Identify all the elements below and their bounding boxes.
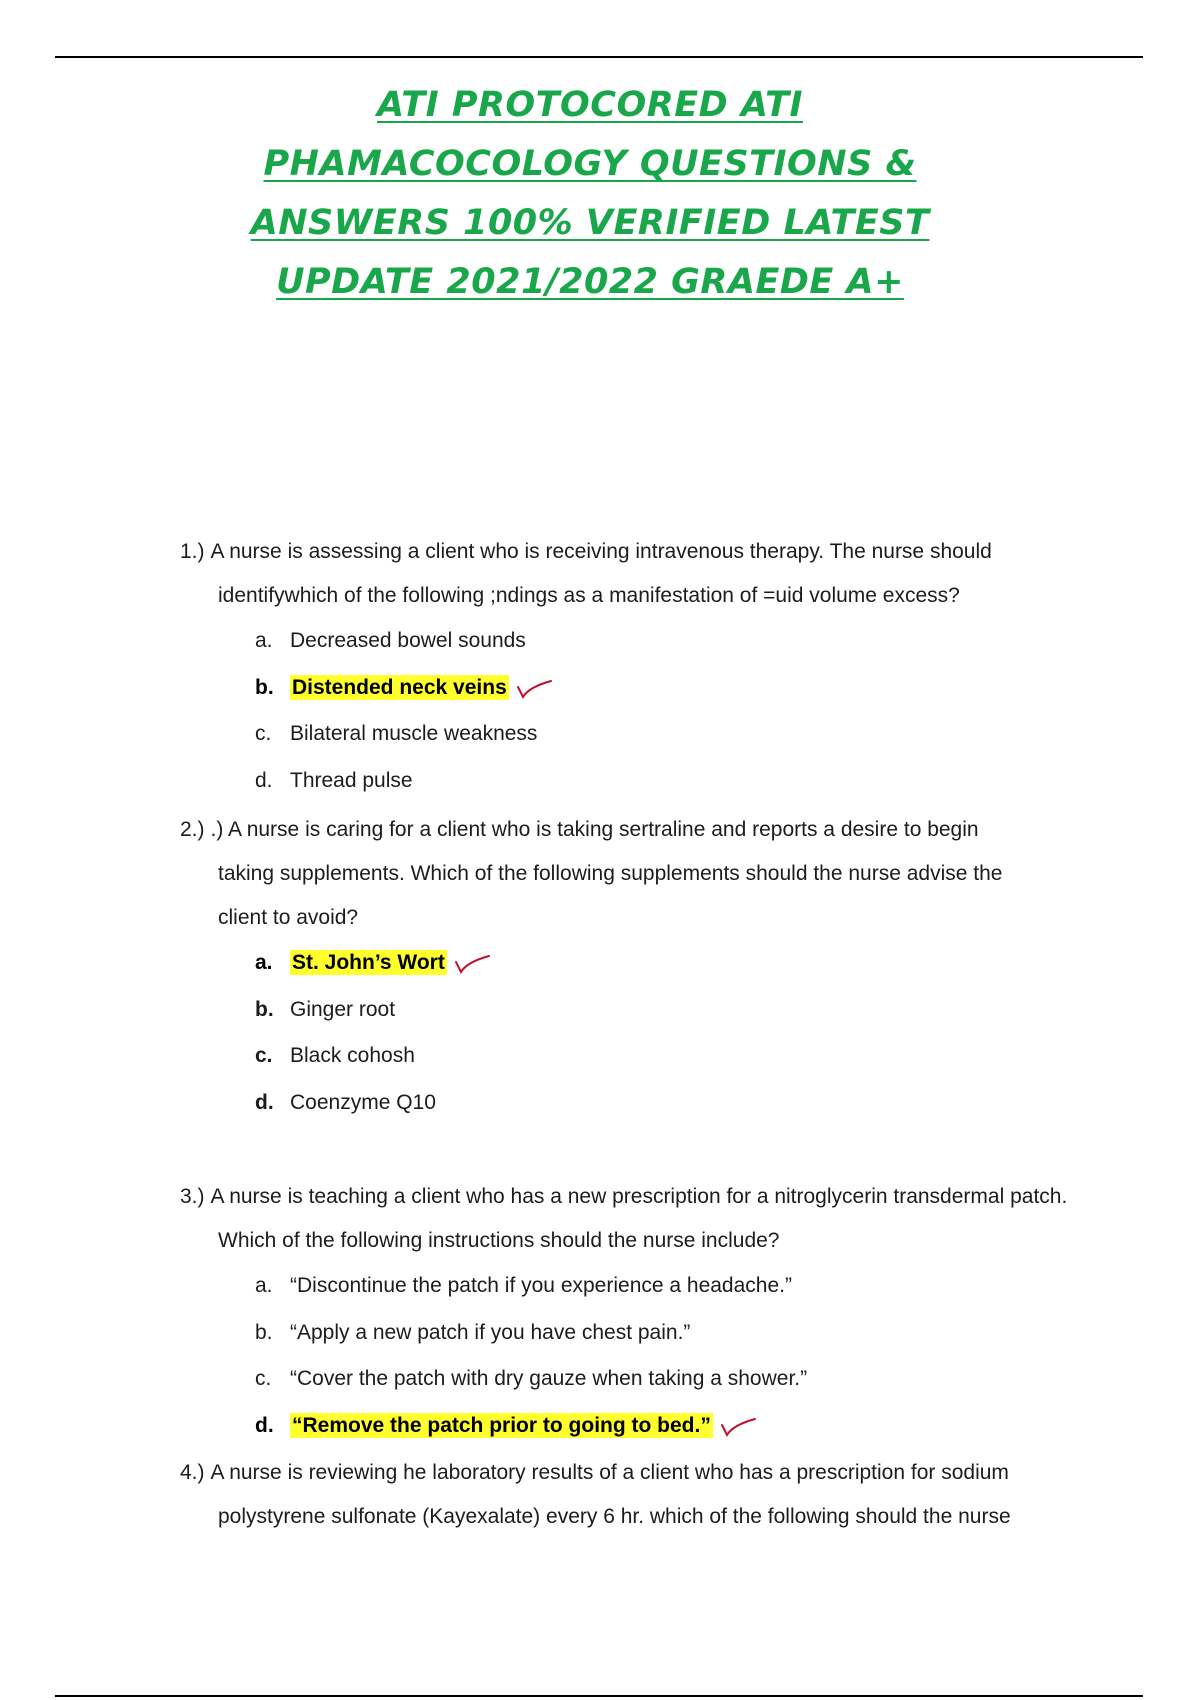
checkmark-icon <box>515 677 555 699</box>
question-2 <box>180 808 1140 1126</box>
checkmark-icon <box>719 1415 759 1437</box>
question-number: 2.) <box>180 818 205 841</box>
answer-options <box>180 940 1140 1126</box>
question-number: 1.) <box>180 540 205 563</box>
highlighted-answer: Distended neck veins <box>292 675 507 699</box>
question-stem-line: identifywhich of the following ;ndings as a manifestation of =uid volume excess? <box>218 584 960 607</box>
answer-option-b[interactable]: b. “Apply a new patch if you have chest pain.” <box>255 1320 691 1344</box>
highlighted-answer: “Remove the patch prior to going to bed.” <box>292 1413 711 1437</box>
answer-option-d[interactable]: d. Coenzyme Q10 <box>255 1090 436 1114</box>
highlighted-answer: St. John’s Wort <box>292 951 445 974</box>
answer-option-c[interactable]: c. “Cover the patch with dry gauze when taking a shower.” <box>255 1367 808 1390</box>
top-rule <box>55 56 1143 58</box>
question-stem-line: taking supplements. Which of the following supplements should the nurse advise the <box>218 862 1003 885</box>
answer-option-c[interactable]: c. Bilateral muscle weakness <box>255 722 538 745</box>
answer-options <box>180 618 1140 804</box>
checkmark-icon <box>453 952 493 974</box>
question-stem-line: 4.) A nurse is reviewing he laboratory results of a client who has a prescription for sodium <box>180 1461 1009 1484</box>
answer-option-a[interactable]: a. St. John’s Wort <box>180 940 1140 987</box>
question-4 <box>180 1451 1140 1539</box>
question-stem-line: 3.) A nurse is teaching a client who has a new prescription for a nitroglycerin transdermal patch. <box>180 1185 1068 1208</box>
bottom-rule <box>55 1695 1143 1697</box>
question-stem-line: 2.) .) A nurse is caring for a client who is taking sertraline and reports a desire to begin <box>180 818 979 841</box>
question-stem-line: polystyrene sulfonate (Kayexalate) every 6 hr. which of the following should the nurse <box>218 1505 1011 1528</box>
question-stem-line: 1.) A nurse is assessing a client who is receiving intravenous therapy. The nurse should <box>180 540 992 563</box>
answer-option-a[interactable]: a. Decreased bowel sounds <box>255 629 526 652</box>
title-line-4: UPDATE 2021/2022 GRAEDE A+ <box>276 262 904 302</box>
answer-option-a[interactable]: a. “Discontinue the patch if you experience a headache.” <box>255 1274 792 1297</box>
question-number: 4.) <box>180 1461 205 1484</box>
title-line-3: ANSWERS 100% VERIFIED LATEST <box>250 203 930 243</box>
question-number: 3.) <box>180 1185 205 1208</box>
answer-options <box>180 1263 1140 1449</box>
answer-option-b[interactable]: b. Ginger root <box>255 997 396 1021</box>
question-3 <box>180 1175 1140 1449</box>
answer-option-d[interactable]: d. Thread pulse <box>255 768 413 792</box>
question-stem-line: Which of the following instructions should the nurse include? <box>218 1229 780 1252</box>
answer-option-c[interactable]: c. Black cohosh <box>255 1044 415 1067</box>
title-line-2: PHAMACOCOLOGY QUESTIONS & <box>263 144 917 184</box>
title-line-1: ATI PROTOCORED ATI <box>377 85 803 125</box>
document-title <box>150 76 1030 312</box>
answer-option-d[interactable]: d. “Remove the patch prior to going to bed.” <box>180 1403 1140 1450</box>
question-1 <box>180 530 1140 804</box>
answer-option-b[interactable]: b. Distended neck veins <box>180 665 1140 712</box>
question-stem-line: client to avoid? <box>218 906 359 929</box>
